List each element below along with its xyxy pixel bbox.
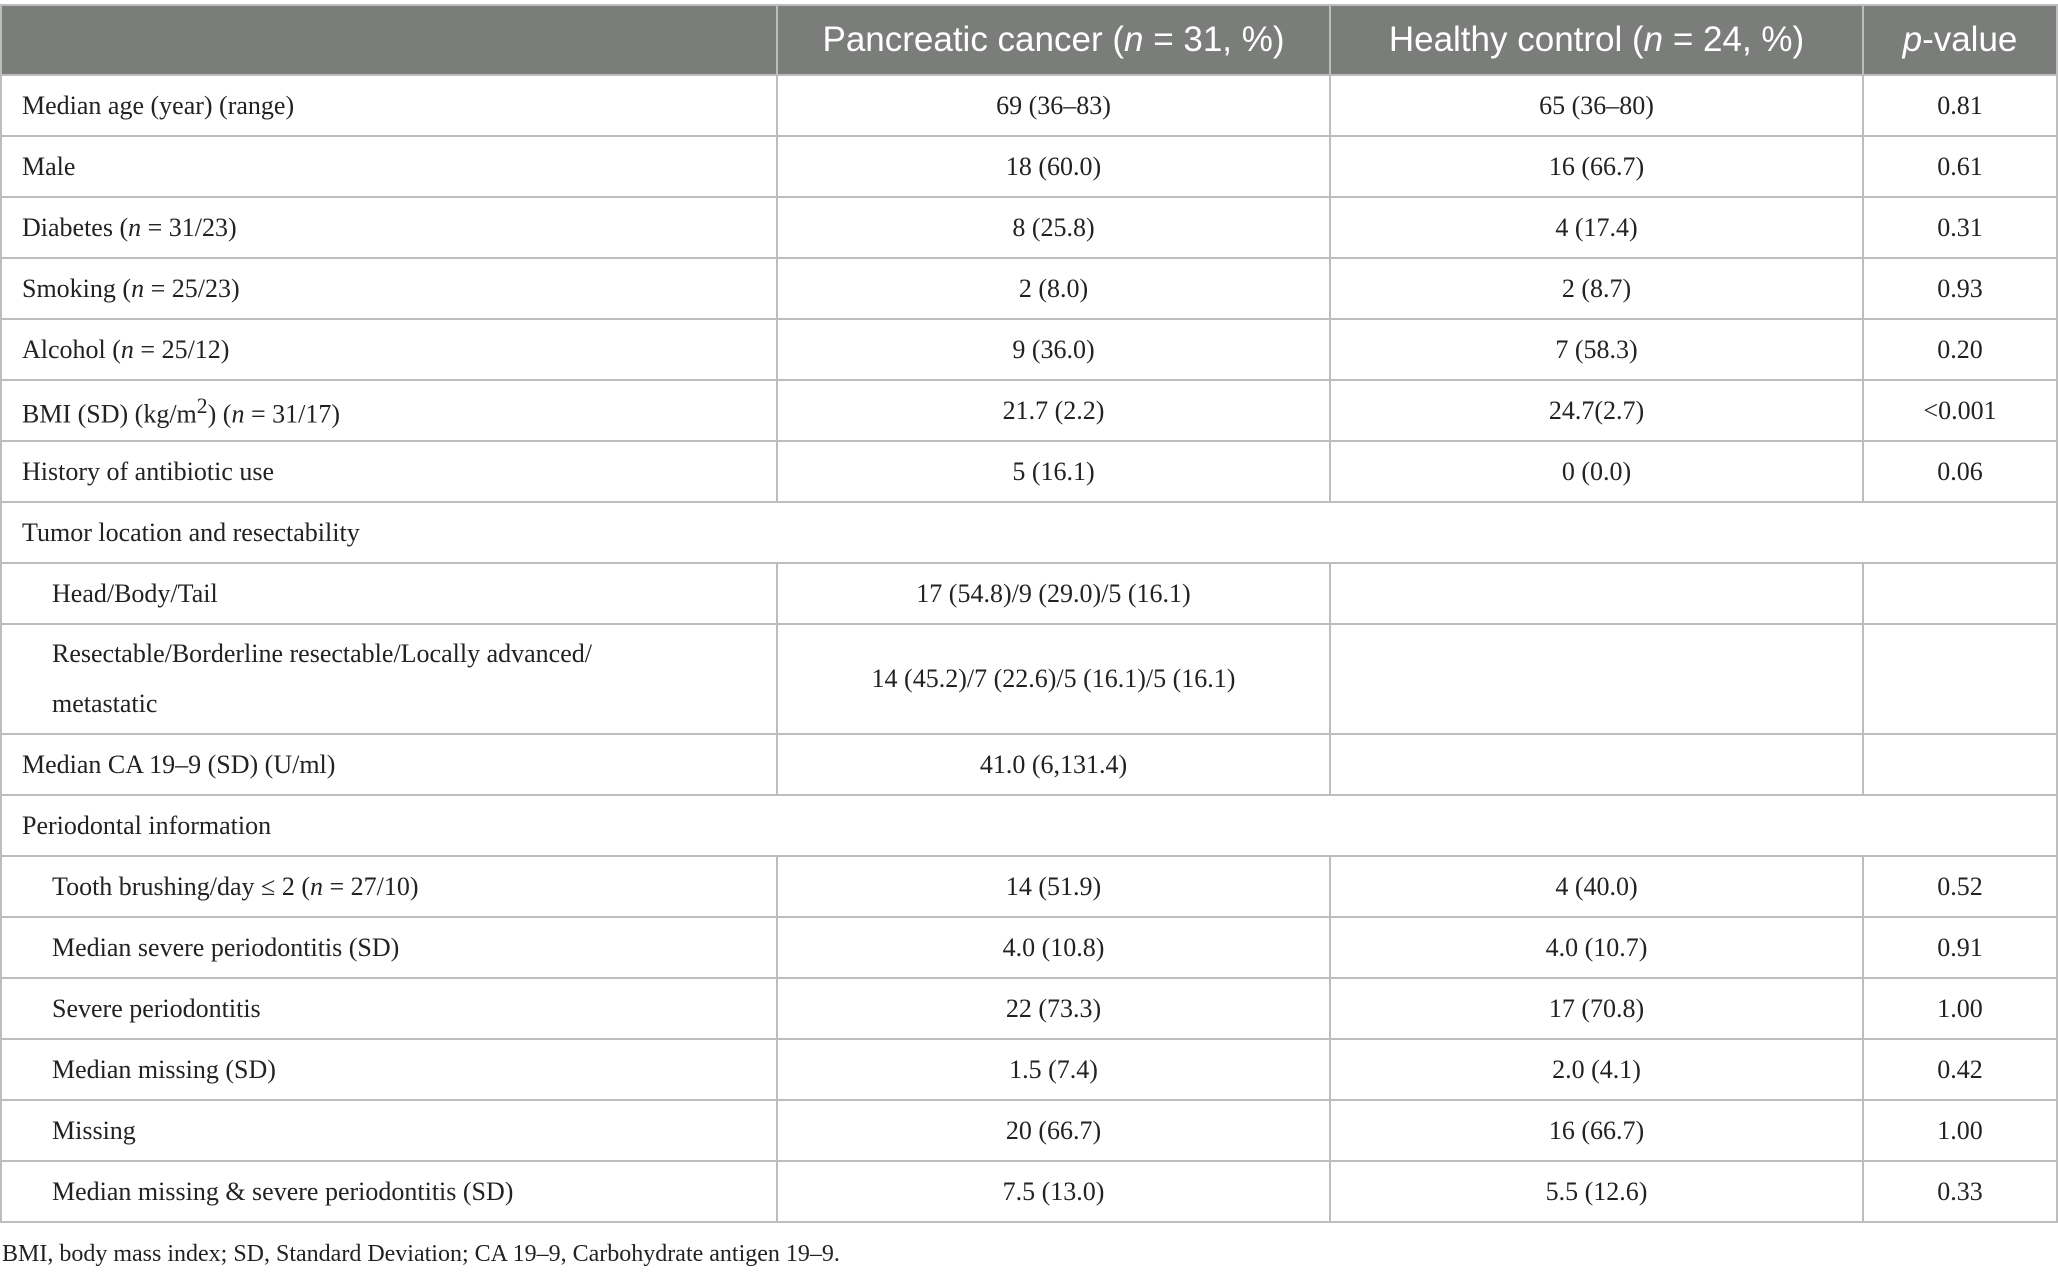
cell-p-value	[1863, 734, 2057, 795]
cell-healthy: 2 (8.7)	[1330, 258, 1863, 319]
table-row	[1, 319, 2057, 380]
table-footnote: BMI, body mass index; SD, Standard Deviation; CA 19–9, Carbohydrate antigen 19–9.	[2, 1241, 840, 1267]
table-row	[1, 917, 2057, 978]
row-label: Median missing (SD)	[1, 1039, 777, 1100]
table-row	[1, 734, 2057, 795]
row-label: Resectable/Borderline resectable/Locally advanced/ metastatic	[1, 624, 777, 734]
cell-pancreatic: 7.5 (13.0)	[777, 1161, 1330, 1222]
cell-p-value	[1863, 624, 2057, 734]
table-row	[1, 1100, 2057, 1161]
table-row	[1, 441, 2057, 502]
header-row	[1, 5, 2057, 75]
table-row	[1, 856, 2057, 917]
cell-pancreatic: 9 (36.0)	[777, 319, 1330, 380]
cell-p-value: 0.52	[1863, 856, 2057, 917]
cell-pancreatic: 14 (51.9)	[777, 856, 1330, 917]
cell-pancreatic: 41.0 (6,131.4)	[777, 734, 1330, 795]
cell-p-value	[1863, 563, 2057, 624]
header-p-value: p-value	[1863, 5, 2057, 75]
header-healthy-control: Healthy control (n = 24, %)	[1330, 5, 1863, 75]
cell-p-value: 0.20	[1863, 319, 2057, 380]
row-label: Alcohol (n = 25/12)	[1, 319, 777, 380]
table-row	[1, 258, 2057, 319]
cell-pancreatic: 5 (16.1)	[777, 441, 1330, 502]
cell-healthy	[1330, 563, 1863, 624]
row-label: Median CA 19–9 (SD) (U/ml)	[1, 734, 777, 795]
cell-pancreatic: 22 (73.3)	[777, 978, 1330, 1039]
cell-healthy: 4 (40.0)	[1330, 856, 1863, 917]
cell-healthy	[1330, 624, 1863, 734]
row-label: Diabetes (n = 31/23)	[1, 197, 777, 258]
cell-p-value: 0.31	[1863, 197, 2057, 258]
cell-p-value: 0.61	[1863, 136, 2057, 197]
cell-pancreatic: 18 (60.0)	[777, 136, 1330, 197]
row-label: Median severe periodontitis (SD)	[1, 917, 777, 978]
row-label: Missing	[1, 1100, 777, 1161]
cell-p-value: 0.33	[1863, 1161, 2057, 1222]
table-row	[1, 624, 2057, 734]
cell-pancreatic: 2 (8.0)	[777, 258, 1330, 319]
cell-p-value: 0.91	[1863, 917, 2057, 978]
table-row	[1, 1039, 2057, 1100]
table-row	[1, 563, 2057, 624]
cell-p-value: 0.93	[1863, 258, 2057, 319]
cell-healthy: 4.0 (10.7)	[1330, 917, 1863, 978]
section-row	[1, 795, 2057, 856]
cell-healthy: 16 (66.7)	[1330, 1100, 1863, 1161]
header-label-col	[1, 5, 777, 75]
row-label: Head/Body/Tail	[1, 563, 777, 624]
cell-healthy: 16 (66.7)	[1330, 136, 1863, 197]
cell-healthy: 7 (58.3)	[1330, 319, 1863, 380]
cell-p-value: 1.00	[1863, 978, 2057, 1039]
cell-pancreatic: 14 (45.2)/7 (22.6)/5 (16.1)/5 (16.1)	[777, 624, 1330, 734]
section-heading-tumor: Tumor location and resectability	[1, 502, 2057, 563]
row-label: Median age (year) (range)	[1, 75, 777, 136]
row-label: Severe periodontitis	[1, 978, 777, 1039]
table-row	[1, 136, 2057, 197]
table-row	[1, 380, 2057, 441]
cell-healthy: 0 (0.0)	[1330, 441, 1863, 502]
cell-pancreatic: 20 (66.7)	[777, 1100, 1330, 1161]
cell-healthy: 4 (17.4)	[1330, 197, 1863, 258]
section-heading-periodontal: Periodontal information	[1, 795, 2057, 856]
cell-pancreatic: 1.5 (7.4)	[777, 1039, 1330, 1100]
cell-healthy: 24.7(2.7)	[1330, 380, 1863, 441]
row-label: History of antibiotic use	[1, 441, 777, 502]
cell-healthy: 65 (36–80)	[1330, 75, 1863, 136]
cell-healthy: 5.5 (12.6)	[1330, 1161, 1863, 1222]
cell-pancreatic: 69 (36–83)	[777, 75, 1330, 136]
cell-p-value: 0.81	[1863, 75, 2057, 136]
row-label: Median missing & severe periodontitis (SD)	[1, 1161, 777, 1222]
cell-healthy: 2.0 (4.1)	[1330, 1039, 1863, 1100]
cell-p-value: 0.42	[1863, 1039, 2057, 1100]
header-pancreatic-cancer: Pancreatic cancer (n = 31, %)	[777, 5, 1330, 75]
cell-p-value: 0.06	[1863, 441, 2057, 502]
row-label: BMI (SD) $(kg/m^2) (n = 31/17)$	[1, 380, 777, 441]
cell-pancreatic: 21.7 (2.2)	[777, 380, 1330, 441]
row-label: Male	[1, 136, 777, 197]
cell-pancreatic: 8 (25.8)	[777, 197, 1330, 258]
table-row	[1, 1161, 2057, 1222]
table-row	[1, 75, 2057, 136]
cell-pancreatic: 17 (54.8)/9 (29.0)/5 (16.1)	[777, 563, 1330, 624]
cell-pancreatic: 4.0 (10.8)	[777, 917, 1330, 978]
cell-healthy: 17 (70.8)	[1330, 978, 1863, 1039]
cell-healthy	[1330, 734, 1863, 795]
cell-p-value: 1.00	[1863, 1100, 2057, 1161]
characteristics-table	[0, 4, 2058, 1223]
cell-p-value: <0.001	[1863, 380, 2057, 441]
row-label: Smoking (n = 25/23)	[1, 258, 777, 319]
section-row	[1, 502, 2057, 563]
row-label: Tooth brushing/day ≤ 2 (n = 27/10)	[1, 856, 777, 917]
table-row	[1, 197, 2057, 258]
table-row	[1, 978, 2057, 1039]
